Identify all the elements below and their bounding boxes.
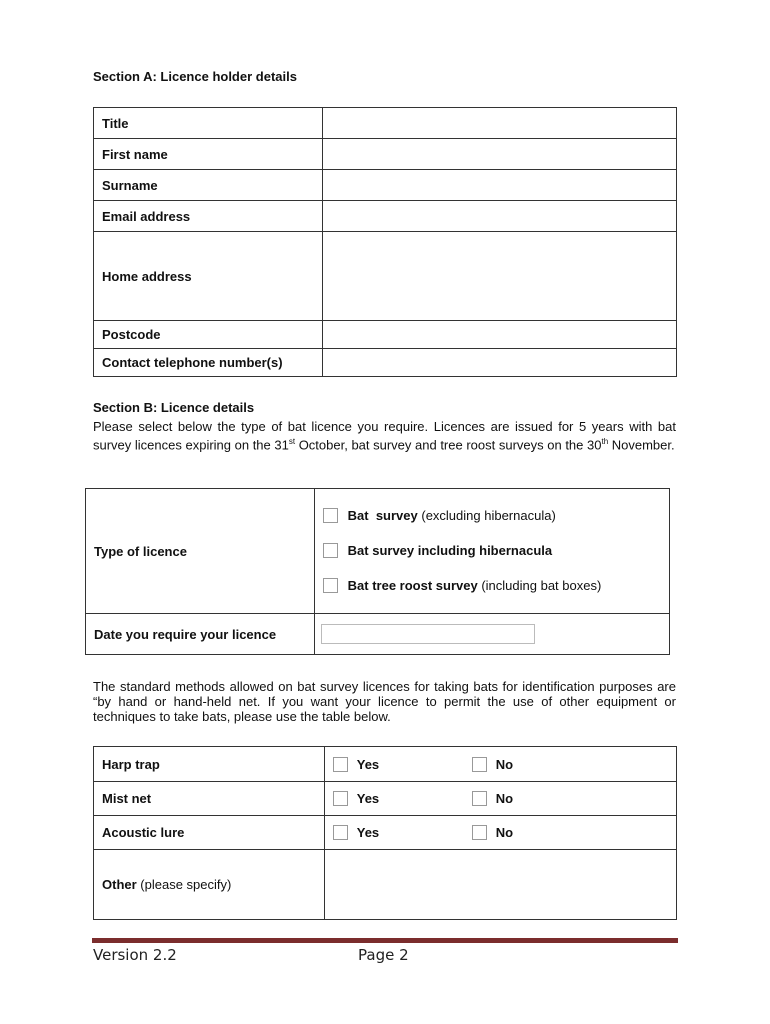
licence-options-cell [314,489,669,614]
intro-text-2: October, bat survey and tree roost surveys on the 30 [295,437,602,453]
title-field[interactable] [322,108,676,139]
bat-survey-note: (excluding hibernacula) [417,508,556,523]
other-label-bold: Other [102,877,137,892]
telephone-label: Contact telephone number(s) [94,349,323,377]
row-first-name [94,139,677,170]
mist-net-yes-label: Yes [356,791,380,806]
mist-net-yes[interactable] [333,791,379,806]
section-a-heading: Section A: Licence holder details [93,69,297,84]
licence-holder-table [93,107,677,377]
mist-net-label: Mist net [94,782,325,816]
acoustic-lure-label: Acoustic lure [94,816,325,850]
acoustic-lure-yes[interactable] [333,825,379,840]
surname-field[interactable] [322,170,676,201]
row-harp-trap [94,747,677,782]
harp-trap-no-label: No [495,757,514,772]
licence-type-table [85,488,670,655]
harp-trap-yes[interactable] [333,757,379,772]
mist-net-no-checkbox[interactable] [472,791,487,806]
title-label: Title [94,108,323,139]
date-required-label: Date you require your licence [86,614,315,655]
methods-table [93,746,677,920]
harp-trap-no[interactable] [472,757,513,772]
mist-net-no[interactable] [472,791,513,806]
row-date-required [86,614,670,655]
bat-survey-hibernacula-checkbox[interactable] [323,543,338,558]
row-home-address [94,232,677,321]
harp-trap-no-checkbox[interactable] [472,757,487,772]
row-type-of-licence [86,489,670,614]
row-postcode [94,321,677,349]
postcode-label: Postcode [94,321,323,349]
row-title [94,108,677,139]
bat-survey-checkbox[interactable] [323,508,338,523]
footer-version: Version 2.2 [93,946,177,964]
bat-survey-label: Bat survey [347,508,418,523]
telephone-field[interactable] [322,349,676,377]
acoustic-lure-no[interactable] [472,825,513,840]
footer-rule [92,938,678,943]
row-telephone [94,349,677,377]
bat-survey-hibernacula-label: Bat survey including hibernacula [347,543,553,558]
row-email [94,201,677,232]
harp-trap-yes-label: Yes [356,757,380,772]
option-bat-survey[interactable] [323,508,556,523]
intro-sup-2: th [601,437,609,446]
intro-text-3: November. [608,437,675,453]
postcode-field[interactable] [322,321,676,349]
section-b-intro [93,419,676,452]
row-surname [94,170,677,201]
row-other [94,850,677,920]
other-label-note: (please specify) [136,877,232,892]
mist-net-yes-checkbox[interactable] [333,791,348,806]
bat-tree-roost-checkbox[interactable] [323,578,338,593]
email-field[interactable] [322,201,676,232]
methods-paragraph: The standard methods allowed on bat survey licences for taking bats for identification purposes are “by hand or hand-held net. If you want your licence to permit the use of other equipment or techniques to take bats, please use the table below. [93,679,676,724]
bat-tree-roost-note: (including bat boxes) [477,578,602,593]
bat-tree-roost-label: Bat tree roost survey [347,578,478,593]
intro-text-1: Please select below the type of bat licence you require. Licences are issued for 5 years with bat survey licences expiring on the 31 [93,419,676,453]
acoustic-lure-yes-checkbox[interactable] [333,825,348,840]
other-field[interactable] [324,850,676,920]
row-mist-net [94,782,677,816]
acoustic-lure-no-checkbox[interactable] [472,825,487,840]
row-acoustic-lure [94,816,677,850]
mist-net-no-label: No [495,791,514,806]
option-bat-survey-hibernacula[interactable] [323,543,552,558]
first-name-field[interactable] [322,139,676,170]
harp-trap-yes-checkbox[interactable] [333,757,348,772]
section-b-heading: Section B: Licence details [93,400,255,415]
acoustic-lure-no-label: No [495,825,514,840]
harp-trap-label: Harp trap [94,747,325,782]
acoustic-lure-yes-label: Yes [356,825,380,840]
mist-net-choice [324,782,676,816]
footer-page-number: Page 2 [358,946,409,964]
other-label [94,850,325,920]
acoustic-lure-choice [324,816,676,850]
surname-label: Surname [94,170,323,201]
intro-sup-1: st [288,437,296,446]
home-address-label: Home address [94,232,323,321]
harp-trap-choice [324,747,676,782]
home-address-field[interactable] [322,232,676,321]
type-of-licence-label: Type of licence [86,489,315,614]
email-label: Email address [94,201,323,232]
date-required-input[interactable] [321,624,535,644]
date-required-cell [314,614,669,655]
first-name-label: First name [94,139,323,170]
option-bat-tree-roost[interactable] [323,578,602,593]
